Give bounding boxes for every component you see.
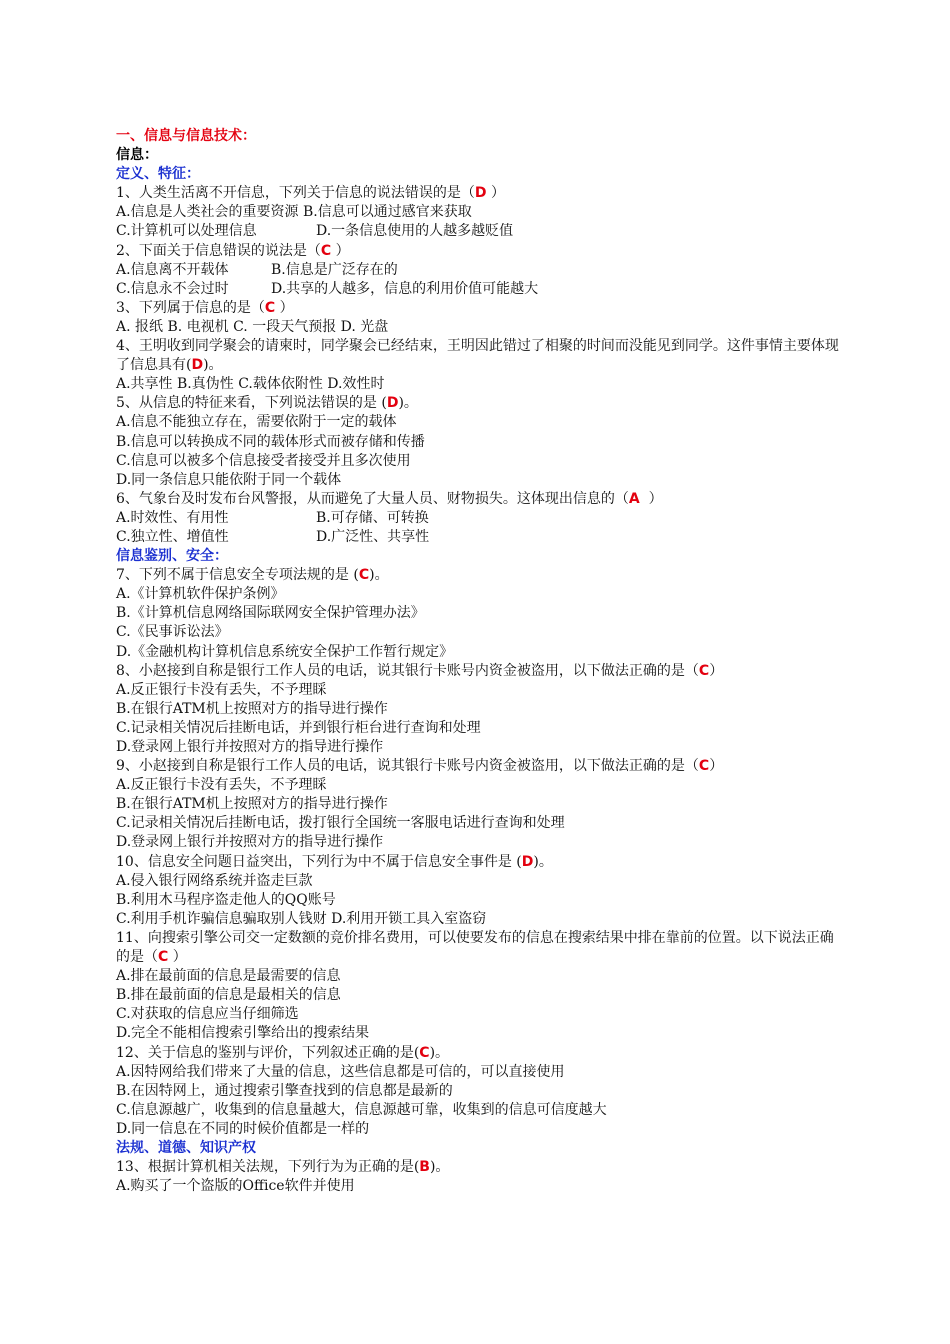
question-stem: 11、向搜索引擎公司交一定数额的竞价排名费用，可以使要发布的信息在搜索结果中排在靠前的位置。以下说法正确的是（	[116, 929, 834, 966]
question-12: 12、关于信息的鉴别与评价，下列叙述正确的是(C)。	[116, 1044, 450, 1061]
option-line: A.反正银行卡没有丢失，不予理睬	[116, 777, 327, 794]
question-stem: 12、关于信息的鉴别与评价，下列叙述正确的是(	[116, 1044, 420, 1061]
answer-mark: D	[521, 853, 534, 870]
question-stem: 2、下面关于信息错误的说法是（	[116, 242, 321, 259]
question-13: 13、根据计算机相关法规，下列行为为正确的是(B)。	[116, 1159, 450, 1176]
answer-mark: C	[158, 949, 169, 966]
option-line: B.《计算机信息网络国际联网安全保护管理办法》	[116, 605, 425, 622]
answer-mark: D	[191, 357, 204, 374]
option-line: A.侵入银行网络系统并盗走巨款	[116, 872, 313, 889]
option-line: C.记录相关情况后挂断电话，并到银行柜台进行查询和处理	[116, 719, 481, 736]
answer-mark: D	[386, 395, 399, 412]
answer-mark: A	[628, 490, 640, 507]
answer-mark: B	[419, 1159, 430, 1176]
option-line: C.信息可以被多个信息接受者接受并且多次使用	[116, 452, 411, 469]
subheading-definition: 定义、特征：	[116, 166, 200, 183]
option-row: A.信息离不开载体 B.信息是广泛存在的	[116, 261, 398, 278]
question-stem: 8、小赵接到自称是银行工作人员的电话，说其银行卡账号内资金被盗用，以下做法正确的是（	[116, 662, 699, 679]
question-stem: 10、信息安全问题日益突出，下列行为中不属于信息安全事件是 (	[116, 853, 522, 870]
option-line: B.在因特网上，通过搜索引擎查找到的信息都是最新的	[116, 1082, 453, 1099]
question-stem: 5、从信息的特征来看，下列说法错误的是 (	[116, 395, 387, 412]
option-line: A.《计算机软件保护条例》	[116, 586, 285, 603]
option-line: C.信息源越广，收集到的信息量越大，信息源越可靠，收集到的信息可信度越大	[116, 1101, 607, 1118]
option-line: C.对获取的信息应当仔细筛选	[116, 1006, 299, 1023]
option-line: D.同一信息在不同的时候价值都是一样的	[116, 1120, 370, 1137]
question-8: 8、小赵接到自称是银行工作人员的电话，说其银行卡账号内资金被盗用，以下做法正确的是（C）	[116, 662, 724, 679]
option-line: A.购买了一个盗版的Office软件并使用	[116, 1178, 355, 1195]
section-heading-main: 一、信息与信息技术：	[116, 128, 256, 144]
question-5: 5、从信息的特征来看，下列说法错误的是 (D)。	[116, 395, 418, 412]
option-line: A.反正银行卡没有丢失，不予理睬	[116, 681, 327, 698]
question-4: 4、王明收到同学聚会的请柬时，同学聚会已经结束，王明因此错过了相聚的时间而没能见到同学。这件事情主要体现了信息具有(D)。	[116, 338, 839, 374]
question-stem: 7、下列不属于信息安全专项法规的是 (	[116, 567, 359, 584]
option-line: C.利用手机诈骗信息骗取别人钱财 D.利用开锁工具入室盗窃	[116, 910, 487, 927]
answer-mark: C	[320, 242, 332, 259]
option-row: C.信息永不会过时 D.共享的人越多，信息的利用价值可能越大	[116, 280, 539, 297]
question-stem: 13、根据计算机相关法规，下列行为为正确的是(	[116, 1159, 420, 1176]
option-line: A.排在最前面的信息是最需要的信息	[116, 968, 341, 985]
option-line: D.登录网上银行并按照对方的指导进行操作	[116, 739, 384, 755]
option-row: C.独立性、增值性 D.广泛性、共享性	[116, 528, 430, 545]
question-9: 9、小赵接到自称是银行工作人员的电话，说其银行卡账号内资金被盗用，以下做法正确的是（C）	[116, 758, 724, 775]
question-1: 1、人类生活离不开信息，下列关于信息的说法错误的是（D ）	[116, 185, 505, 202]
option-line: D.完全不能相信搜索引擎给出的搜索结果	[116, 1025, 370, 1042]
option-line: C.记录相关情况后挂断电话，拨打银行全国统一客服电话进行查询和处理	[116, 815, 565, 832]
option-line: D.登录网上银行并按照对方的指导进行操作	[116, 834, 384, 851]
document-page	[116, 127, 840, 1196]
option-line: D.同一条信息只能依附于同一个载体	[116, 471, 342, 488]
answer-mark: C	[264, 299, 276, 316]
option-line: D.《金融机构计算机信息系统安全保护工作暂行规定》	[116, 643, 454, 660]
option-line: C.《民事诉讼法》	[116, 624, 229, 641]
answer-mark: C	[419, 1044, 430, 1061]
question-7: 7、下列不属于信息安全专项法规的是 (C)。	[116, 567, 389, 584]
question-11: 11、向搜索引擎公司交一定数额的竞价排名费用，可以使要发布的信息在搜索结果中排在靠前的位置。以下说法正确的是（C ）	[116, 929, 834, 966]
option-line: B.在银行ATM机上按照对方的指导进行操作	[116, 700, 388, 717]
question-3: 3、下列属于信息的是（C ）	[116, 299, 294, 316]
subheading-law: 法规、道德、知识产权	[116, 1139, 256, 1156]
option-line: A.共享性 B.真伪性 C.载体依附性 D.效性时	[116, 376, 385, 393]
option-line: A.信息不能独立存在，需要依附于一定的载体	[116, 414, 397, 431]
question-stem: 6、气象台及时发布台风警报，从而避免了大量人员、财物损失。这体现出信息的（	[116, 490, 629, 507]
answer-mark: C	[698, 662, 710, 679]
question-6: 6、气象台及时发布台风警报，从而避免了大量人员、财物损失。这体现出信息的（A ）	[116, 490, 663, 507]
question-stem: 3、下列属于信息的是（	[116, 299, 265, 316]
option-row: A.时效性、有用性 B.可存储、可转换	[116, 509, 429, 526]
question-2: 2、下面关于信息错误的说法是（C ）	[116, 242, 350, 259]
option-row: C.计算机可以处理信息 D.一条信息使用的人越多越贬值	[116, 223, 514, 240]
answer-mark: C	[698, 758, 710, 775]
option-line: A. 报纸 B. 电视机 C. 一段天气预报 D. 光盘	[116, 318, 389, 335]
question-stem: 4、王明收到同学聚会的请柬时，同学聚会已经结束，王明因此错过了相聚的时间而没能见到同学。这件事情主要体现了信息具有(	[116, 338, 839, 374]
option-line: B.信息可以转换成不同的载体形式而被存储和传播	[116, 433, 425, 450]
question-stem: 9、小赵接到自称是银行工作人员的电话，说其银行卡账号内资金被盗用，以下做法正确的是（	[116, 758, 699, 775]
subheading-security: 信息鉴别、安全：	[116, 548, 228, 565]
option-line: B.利用木马程序盗走他人的QQ账号	[116, 891, 336, 908]
option-line: B.在银行ATM机上按照对方的指导进行操作	[116, 796, 388, 813]
answer-mark: D	[474, 185, 487, 202]
option-line: A.信息是人类社会的重要资源 B.信息可以通过感官来获取	[116, 204, 472, 221]
answer-mark: C	[358, 567, 370, 584]
question-stem: 1、人类生活离不开信息，下列关于信息的说法错误的是（	[116, 185, 475, 202]
subheading-info: 信息：	[116, 147, 158, 164]
option-line: A.因特网给我们带来了大量的信息，这些信息都是可信的，可以直接使用	[116, 1063, 565, 1080]
question-10: 10、信息安全问题日益突出，下列行为中不属于信息安全事件是 (D)。	[116, 853, 553, 870]
option-line: B.排在最前面的信息是最相关的信息	[116, 987, 341, 1004]
